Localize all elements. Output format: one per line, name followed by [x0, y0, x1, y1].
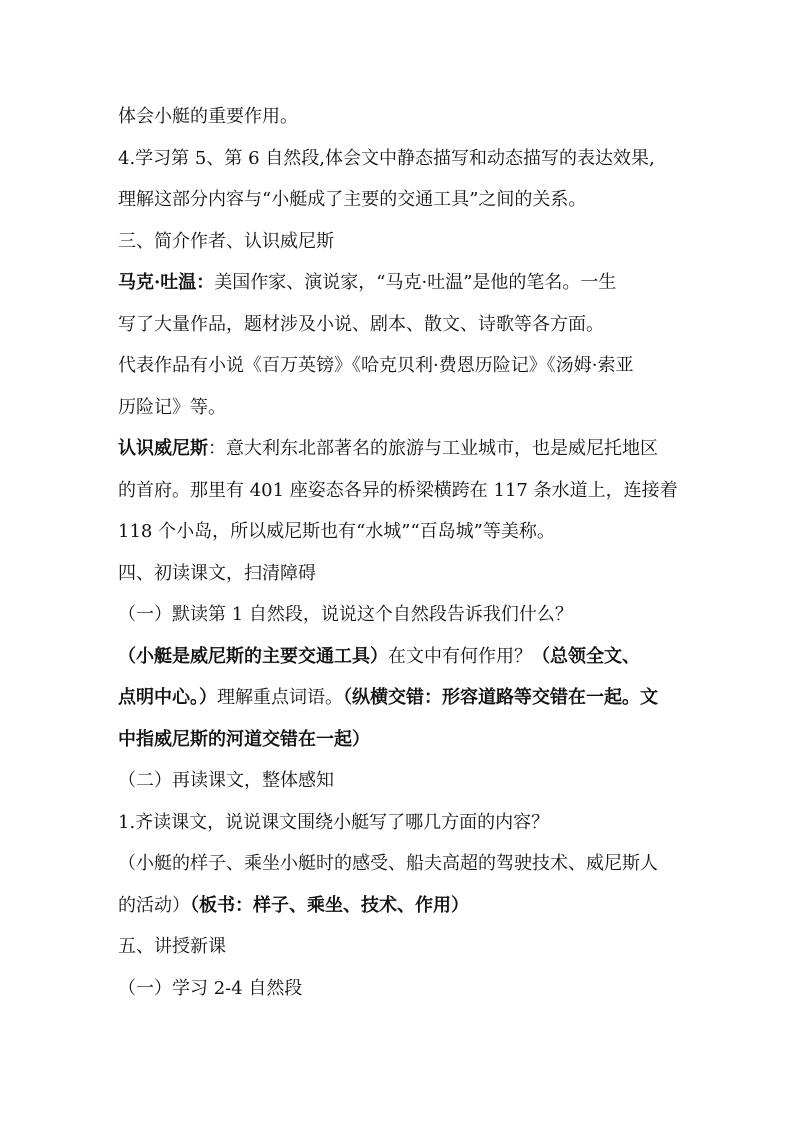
- text-line: [118, 138, 690, 180]
- text-span: 体会小艇的重要作用。: [118, 106, 298, 127]
- text-span: 的首府。那里有 401 座姿态各异的桥梁横跨在 117 条水道上，连接着: [118, 479, 678, 501]
- text-line: [118, 843, 690, 885]
- text-span: 在文中有何作用？: [388, 645, 532, 667]
- text-span: ：意大利东北部著名的旅游与工业城市，也是威尼托地区: [208, 438, 658, 459]
- text-line: [118, 636, 690, 678]
- text-span: 写了大量作品，题材涉及小说、剧本、散文、诗歌等各方面。: [118, 313, 604, 335]
- text-line: [118, 885, 690, 927]
- text-span: 五、讲授新课: [118, 936, 226, 957]
- text-span: 118 个小岛，所以威尼斯也有“水城”“百岛城”等美称。: [118, 521, 555, 542]
- text-span: 4.学习第 5、第 6 自然段,体会文中静态描写和动态描写的表达效果,: [118, 147, 655, 169]
- text-line: [118, 96, 690, 138]
- document-body: [118, 96, 690, 1009]
- text-line: [118, 719, 690, 761]
- text-line: [118, 428, 690, 470]
- text-span: 代表作品有小说《百万英镑》《哈克贝利·费恩历险记》《汤姆·索亚: [118, 355, 634, 376]
- bold-term: 中指威尼斯的河道交错在一起）: [118, 728, 370, 750]
- text-span: （小艇的样子、乘坐小艇时的感受、船夫高超的驾驶技术、威尼斯人: [118, 853, 658, 874]
- text-line: [118, 594, 690, 636]
- text-line: [118, 387, 690, 429]
- text-span: 历险记》等。: [118, 396, 226, 418]
- bold-term: （总领全文、: [532, 645, 640, 667]
- text-line: [118, 470, 690, 512]
- text-span: 四、初读课文，扫清障碍: [118, 562, 316, 584]
- text-line: [118, 677, 690, 719]
- text-line: [118, 304, 690, 346]
- bold-term: 认识威尼斯: [118, 438, 208, 459]
- text-span: 1.齐读课文，说说课文围绕小艇写了哪几方面的内容？: [118, 811, 550, 833]
- text-line: [118, 345, 690, 387]
- text-span: （一）学习 2-4 自然段: [118, 977, 303, 999]
- text-line: [118, 968, 690, 1010]
- section-heading: [118, 926, 690, 968]
- text-span: 理解重点词语。: [217, 687, 343, 708]
- text-line: [118, 802, 690, 844]
- bold-term: 马克·吐温：: [118, 272, 215, 293]
- bold-term: 点明中心。）: [118, 687, 217, 708]
- text-span: （二）再读课文，整体感知: [118, 770, 334, 791]
- text-line: [118, 262, 690, 304]
- text-span: 理解这部分内容与“小艇成了主要的交通工具”之间的关系。: [118, 189, 587, 210]
- text-span: （一）默读第 1 自然段，说说这个自然段告诉我们什么？: [118, 604, 573, 625]
- text-span: 美国作家、演说家，“马克·吐温”是他的笔名。一生: [214, 272, 617, 293]
- bold-term: （板书：样子、乘坐、技术、作用）: [190, 894, 469, 916]
- text-span: 的活动）: [118, 894, 190, 916]
- text-line: [118, 511, 690, 553]
- section-heading: [118, 221, 690, 263]
- section-heading: [118, 553, 690, 595]
- bold-term: （纵横交错：形容道路等交错在一起。文: [343, 687, 658, 708]
- bold-term: （小艇是威尼斯的主要交通工具）: [118, 645, 388, 667]
- text-span: 三、简介作者、认识威尼斯: [118, 230, 334, 252]
- text-line: [118, 760, 690, 802]
- text-line: [118, 179, 690, 221]
